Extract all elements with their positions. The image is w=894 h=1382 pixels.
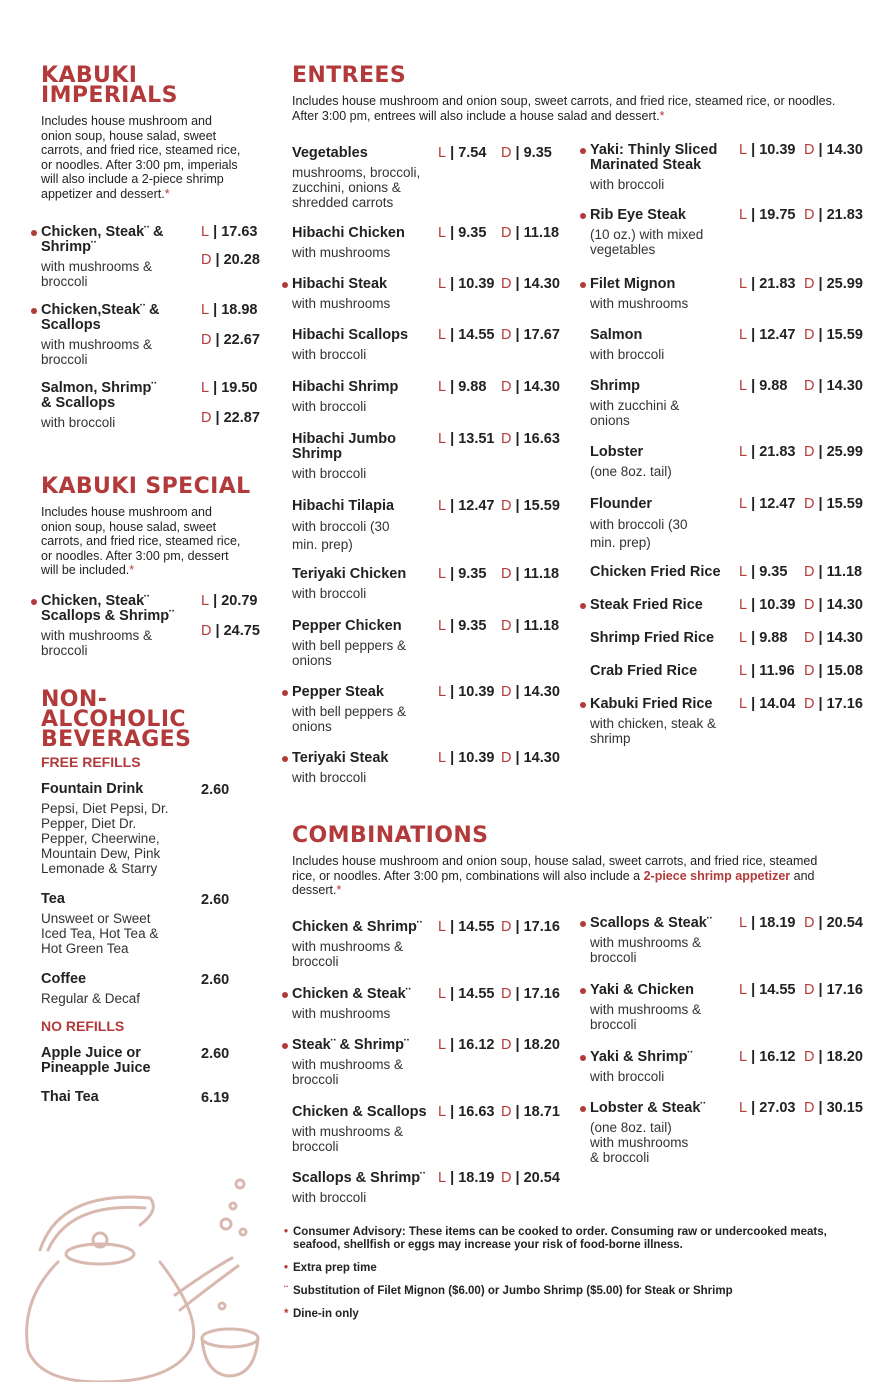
fire-marker-icon <box>580 603 586 609</box>
lunch-price: L | 10.39 <box>438 750 495 766</box>
dinner-price: D | 14.30 <box>804 378 863 394</box>
dinner-price: D | 11.18 <box>804 564 863 580</box>
beverage-item <box>41 1046 271 1090</box>
fire-marker-icon <box>580 282 586 288</box>
lunch-price: L | 19.75 <box>739 207 796 223</box>
dinner-price: D | 24.75 <box>201 622 260 639</box>
lunch-price: L | 12.47 <box>739 496 796 512</box>
fire-marker-icon <box>31 230 37 236</box>
dinner-price: D | 18.71 <box>501 1103 560 1120</box>
menu-item: Scallops & Shrimp¨ with broccoli L | 18.19 D | 20.54 <box>292 1169 560 1205</box>
steam-bubble-icon <box>236 1180 244 1188</box>
dinner-price: D | 25.99 <box>804 444 863 460</box>
lunch-price: L | 9.88 <box>739 378 788 394</box>
menu-item: Shrimp Fried Rice L | 9.88 D | 14.30 <box>590 630 863 646</box>
menu-item: Steak¨ & Shrimp¨ with mushrooms & broccoli L | 16.12 D | 18.20 <box>292 1038 592 1105</box>
lunch-price: L | 14.55 <box>438 985 495 1002</box>
beverage-item <box>41 1090 271 1110</box>
dinner-price: D | 20.54 <box>501 1169 560 1186</box>
lunch-price: L | 18.19 <box>739 915 796 931</box>
dinner-price: D | 15.08 <box>804 663 863 679</box>
item-description: Unsweet or Sweet Iced Tea, Hot Tea & Hot Green Tea <box>41 910 159 956</box>
menu-item: Crab Fried Rice L | 11.96 D | 15.08 <box>590 663 863 679</box>
lunch-price: L | 21.83 <box>739 276 796 292</box>
dinner-price: D | 15.59 <box>804 496 863 512</box>
item-description: Regular & Decaf <box>41 990 141 1006</box>
item-price: 2.60 <box>201 781 230 798</box>
menu-item: Teriyaki Steak with broccoli L | 10.39 D | 14.30 <box>292 751 582 791</box>
dinner-price: D | 14.30 <box>501 379 560 395</box>
special-description: Includes house mushroom and onion soup, house salad, sweet carrots, and fried rice, steamed rice, or noodles. After 3:00 pm, dessert will be included.* <box>41 505 241 577</box>
special-title: KABUKI SPECIAL <box>41 474 251 499</box>
lunch-price: L | 11.96 <box>739 663 795 679</box>
lunch-price: L | 9.35 <box>438 225 487 241</box>
lunch-price: L | 9.35 <box>739 564 788 580</box>
lunch-price: L | 18.98 <box>201 302 258 318</box>
lunch-price: L | 17.63 <box>201 224 258 240</box>
beverages-title: NON-ALCOHOLIC BEVERAGES <box>41 686 192 752</box>
menu-item: Chicken & Scallops with mushrooms & broccoli L | 16.63 D | 18.71 <box>292 1103 560 1154</box>
steam-bubble-icon <box>219 1303 225 1309</box>
item-name: Fountain Drink <box>41 780 144 797</box>
imperials-description: Includes house mushroom and onion soup, house salad, sweet carrots, and fried rice, steamed rice, or noodles. After 3:00 pm, imperials will also include a 2-piece shrimp appetizer and dessert.* <box>41 114 241 201</box>
fire-marker-icon <box>31 308 37 314</box>
fire-marker-icon <box>282 282 288 288</box>
item-name: Apple Juice or Pineapple Juice <box>41 1044 151 1076</box>
menu-item: Hibachi Shrimp with broccoli L | 9.88 D | 14.30 <box>292 379 560 414</box>
lunch-price: L | 10.39 <box>739 142 796 158</box>
menu-item <box>41 381 271 441</box>
menu-item: Hibachi Jumbo Shrimp with broccoli L | 13.51 D | 16.63 <box>292 431 560 481</box>
lunch-price: L | 14.55 <box>438 327 495 343</box>
steam-bubble-icon <box>240 1229 246 1235</box>
item-name: Chicken, Steak¨ Scallops & Shrimp¨ <box>41 592 174 624</box>
lunch-price: L | 7.54 <box>438 145 487 161</box>
item-price: 2.60 <box>201 971 230 988</box>
lunch-price: L | 16.12 <box>438 1036 495 1053</box>
item-name: Thai Tea <box>41 1088 99 1105</box>
lunch-price: L | 10.39 <box>739 597 796 613</box>
beverage-item <box>41 782 271 892</box>
fire-marker-icon <box>282 756 288 762</box>
lunch-price: L | 9.88 <box>739 630 788 646</box>
fire-marker-icon <box>580 1055 586 1061</box>
fire-marker-icon <box>282 690 288 696</box>
menu-item: Chicken & Shrimp¨ with mushrooms & broccoli L | 14.55 D | 17.16 <box>292 918 560 969</box>
lunch-price: L | 27.03 <box>739 1100 796 1116</box>
dinner-price: D | 18.20 <box>501 1036 560 1053</box>
menu-item: Chicken Fried Rice L | 9.35 D | 11.18 <box>590 564 863 580</box>
substitution-note: ¨ Substitution of Filet Mignon ($6.00) or Jumbo Shrimp ($5.00) for Steak or Shrimp <box>284 1285 733 1297</box>
lunch-price: L | 16.63 <box>438 1103 495 1120</box>
dinner-price: D | 17.16 <box>501 918 560 935</box>
menu-item: Hibachi Chicken with mushrooms L | 9.35 D | 11.18 <box>292 225 560 260</box>
menu-item: Pepper Steak with bell peppers & onions L | 10.39 D | 14.30 <box>292 685 582 751</box>
dinner-price: D | 17.16 <box>804 696 863 712</box>
dinner-price: D | 14.30 <box>501 684 560 700</box>
lunch-price: L | 16.12 <box>739 1049 796 1065</box>
fire-marker-icon <box>580 702 586 708</box>
dinner-price: D | 11.18 <box>501 225 560 241</box>
steam-bubble-icon <box>221 1219 231 1229</box>
lunch-price: L | 12.47 <box>739 327 796 343</box>
left-column <box>41 63 271 1110</box>
item-description: with mushrooms & broccoli <box>41 259 153 289</box>
extra-prep-note: • Extra prep time <box>284 1262 377 1274</box>
fire-marker-icon: • <box>284 1226 289 1238</box>
dinner-price: D | 16.63 <box>501 431 560 447</box>
menu-item: Vegetables mushrooms, broccoli, zucchini, onions & shredded carrots L | 7.54 D | 9.35 <box>292 145 552 210</box>
dinner-price: D | 30.15 <box>804 1100 863 1116</box>
menu-item: Flounder with broccoli (30 min. prep) L | 12.47 D | 15.59 <box>590 496 863 550</box>
dinner-price: D | 11.18 <box>501 618 560 634</box>
menu-item: Lobster (one 8oz. tail) L | 21.83 D | 25.99 <box>590 444 863 479</box>
menu-item <box>41 594 271 658</box>
dinner-price: D | 17.67 <box>501 327 560 343</box>
item-name: Coffee <box>41 970 87 987</box>
item-name: Tea <box>41 890 65 907</box>
lunch-price: L | 21.83 <box>739 444 796 460</box>
menu-item: Yaki & Chicken with mushrooms & broccoli L | 14.55 D | 17.16 <box>590 983 880 1050</box>
dinner-price: D | 14.30 <box>501 750 560 766</box>
dinner-price: D | 20.54 <box>804 915 863 931</box>
menu-item: Kabuki Fried Rice with chicken, steak & shrimp L | 14.04 D | 17.16 <box>590 697 880 747</box>
fire-marker-icon <box>580 921 586 927</box>
menu-item: Shrimp with zucchini & onions L | 9.88 D | 14.30 <box>590 378 863 428</box>
combinations-title: COMBINATIONS <box>292 823 489 848</box>
menu-item <box>41 303 271 381</box>
menu-item: Lobster & Steak¨ (one 8oz. tail) with mushrooms & broccoli L | 27.03 D | 30.15 <box>590 1101 880 1171</box>
lunch-price: L | 18.19 <box>438 1169 495 1186</box>
menu-item: Rib Eye Steak (10 oz.) with mixed vegetables L | 19.75 D | 21.83 <box>590 208 880 277</box>
lunch-price: L | 14.04 <box>739 696 796 712</box>
item-description: with mushrooms & broccoli <box>41 337 153 367</box>
menu-item: Scallops & Steak¨ with mushrooms & broccoli L | 18.19 D | 20.54 <box>590 916 880 983</box>
dinner-price: D | 17.16 <box>804 982 863 998</box>
fire-marker-icon <box>31 599 37 605</box>
teapot-body <box>27 1262 194 1382</box>
dinner-price: D | 17.16 <box>501 985 560 1002</box>
lunch-price: L | 20.79 <box>201 592 258 609</box>
menu-item: Chicken & Steak¨ with mushrooms L | 14.55 D | 17.16 <box>292 987 592 1038</box>
entrees-description: Includes house mushroom and onion soup, sweet carrots, and fried rice, steamed rice, or noodles. After 3:00 pm, entrees will also include a house salad and dessert.* <box>292 94 836 123</box>
item-price: 2.60 <box>201 1045 230 1062</box>
lunch-price: L | 13.51 <box>438 431 495 447</box>
teacup-rim <box>202 1329 258 1347</box>
dinner-price: D | 14.30 <box>804 630 863 646</box>
footnotes <box>284 1226 874 1331</box>
menu-item: Steak Fried Rice L | 10.39 D | 14.30 <box>590 598 880 631</box>
no-refills-heading: NO REFILLS <box>41 1017 125 1034</box>
lunch-price: L | 14.55 <box>438 918 495 935</box>
dinner-price: D | 22.67 <box>201 332 260 348</box>
teapot-illustration <box>0 1170 285 1382</box>
menu-item: Pepper Chicken with bell peppers & onions L | 9.35 D | 11.18 <box>292 618 560 668</box>
entrees-section <box>292 63 836 123</box>
lunch-price: L | 9.35 <box>438 566 487 582</box>
lunch-price: L | 19.50 <box>201 380 258 396</box>
dinner-price: D | 20.28 <box>201 252 260 268</box>
lunch-price: L | 9.88 <box>438 379 487 395</box>
dinner-price: D | 18.20 <box>804 1049 863 1065</box>
free-refills-heading: FREE REFILLS <box>41 753 141 770</box>
menu-item: Salmon with broccoli L | 12.47 D | 15.59 <box>590 327 863 362</box>
beverage-item <box>41 972 271 1016</box>
dinner-price: D | 22.87 <box>201 410 260 426</box>
menu-item: Filet Mignon with mushrooms L | 21.83 D | 25.99 <box>590 277 880 328</box>
menu-item: Yaki & Shrimp¨ with broccoli L | 16.12 D | 18.20 <box>590 1050 880 1101</box>
entrees-left-list <box>292 146 582 791</box>
menu-item <box>41 225 271 291</box>
lunch-price: L | 14.55 <box>739 982 796 998</box>
fire-marker-icon <box>580 988 586 994</box>
fire-marker-icon <box>580 1106 586 1112</box>
imperials-title: KABUKI IMPERIALS <box>41 63 178 108</box>
fire-marker-icon <box>580 213 586 219</box>
dinner-price: D | 21.83 <box>804 207 863 223</box>
dinner-price: D | 15.59 <box>501 498 560 514</box>
dinner-price: D | 11.18 <box>501 566 560 582</box>
item-description: with mushrooms & broccoli <box>41 627 153 658</box>
item-name: Chicken, Steak¨ & Shrimp¨ <box>41 224 164 255</box>
dinner-price: D | 14.30 <box>804 142 863 158</box>
dinner-price: D | 9.35 <box>501 145 552 161</box>
entrees-right-list <box>590 143 880 747</box>
item-name: Salmon, Shrimp¨ & Scallops <box>41 380 157 411</box>
dine-in-note: * Dine-in only <box>284 1308 359 1320</box>
teapot-handle <box>40 1197 153 1250</box>
lunch-price: L | 10.39 <box>438 684 495 700</box>
menu-item: Hibachi Scallops with broccoli L | 14.55 D | 17.67 <box>292 327 560 362</box>
item-price: 2.60 <box>201 891 230 908</box>
dinner-price: D | 14.30 <box>804 597 863 613</box>
dinner-price: D | 14.30 <box>501 276 560 292</box>
steam-bubble-icon <box>230 1203 236 1209</box>
combinations-right-list <box>590 916 880 1171</box>
entrees-title: ENTREES <box>292 63 407 88</box>
fire-marker-icon <box>580 148 586 154</box>
item-price: 6.19 <box>201 1089 230 1106</box>
lunch-price: L | 10.39 <box>438 276 495 292</box>
menu-item: Hibachi Tilapia with broccoli (30 min. prep) L | 12.47 D | 15.59 <box>292 498 560 552</box>
consumer-advisory-note: • Consumer Advisory: These items can be cooked to order. Consuming raw or undercooked meats, seafood, shellfish or eggs may increase your risk of food-borne illness. <box>284 1226 827 1251</box>
combinations-description: Includes house mushroom and onion soup, house salad, sweet carrots, and fried rice, steamed rice, or noodles. After 3:00 pm, combinations will also include a 2-piece shrimp appetizer and dessert.* <box>292 854 818 897</box>
lunch-price: L | 9.35 <box>438 618 487 634</box>
beverage-item <box>41 892 271 964</box>
menu-item: Teriyaki Chicken with broccoli L | 9.35 D | 11.18 <box>292 566 560 601</box>
menu-item: Hibachi Steak with mushrooms L | 10.39 D | 14.30 <box>292 277 582 328</box>
dinner-price: D | 15.59 <box>804 327 863 343</box>
item-description: with broccoli <box>41 415 116 430</box>
dinner-price: D | 25.99 <box>804 276 863 292</box>
fire-marker-icon <box>282 1043 288 1049</box>
lunch-price: L | 12.47 <box>438 498 495 514</box>
item-name: Chicken,Steak¨ & Scallops <box>41 302 160 333</box>
fire-marker-icon <box>282 992 288 998</box>
item-description: Pepsi, Diet Pepsi, Dr. Pepper, Diet Dr. Pepper, Cheerwine, Mountain Dew, Pink Lemonade & Starry <box>41 800 169 876</box>
menu-item: Yaki: Thinly Sliced Marinated Steak with broccoli L | 10.39 D | 14.30 <box>590 143 880 208</box>
